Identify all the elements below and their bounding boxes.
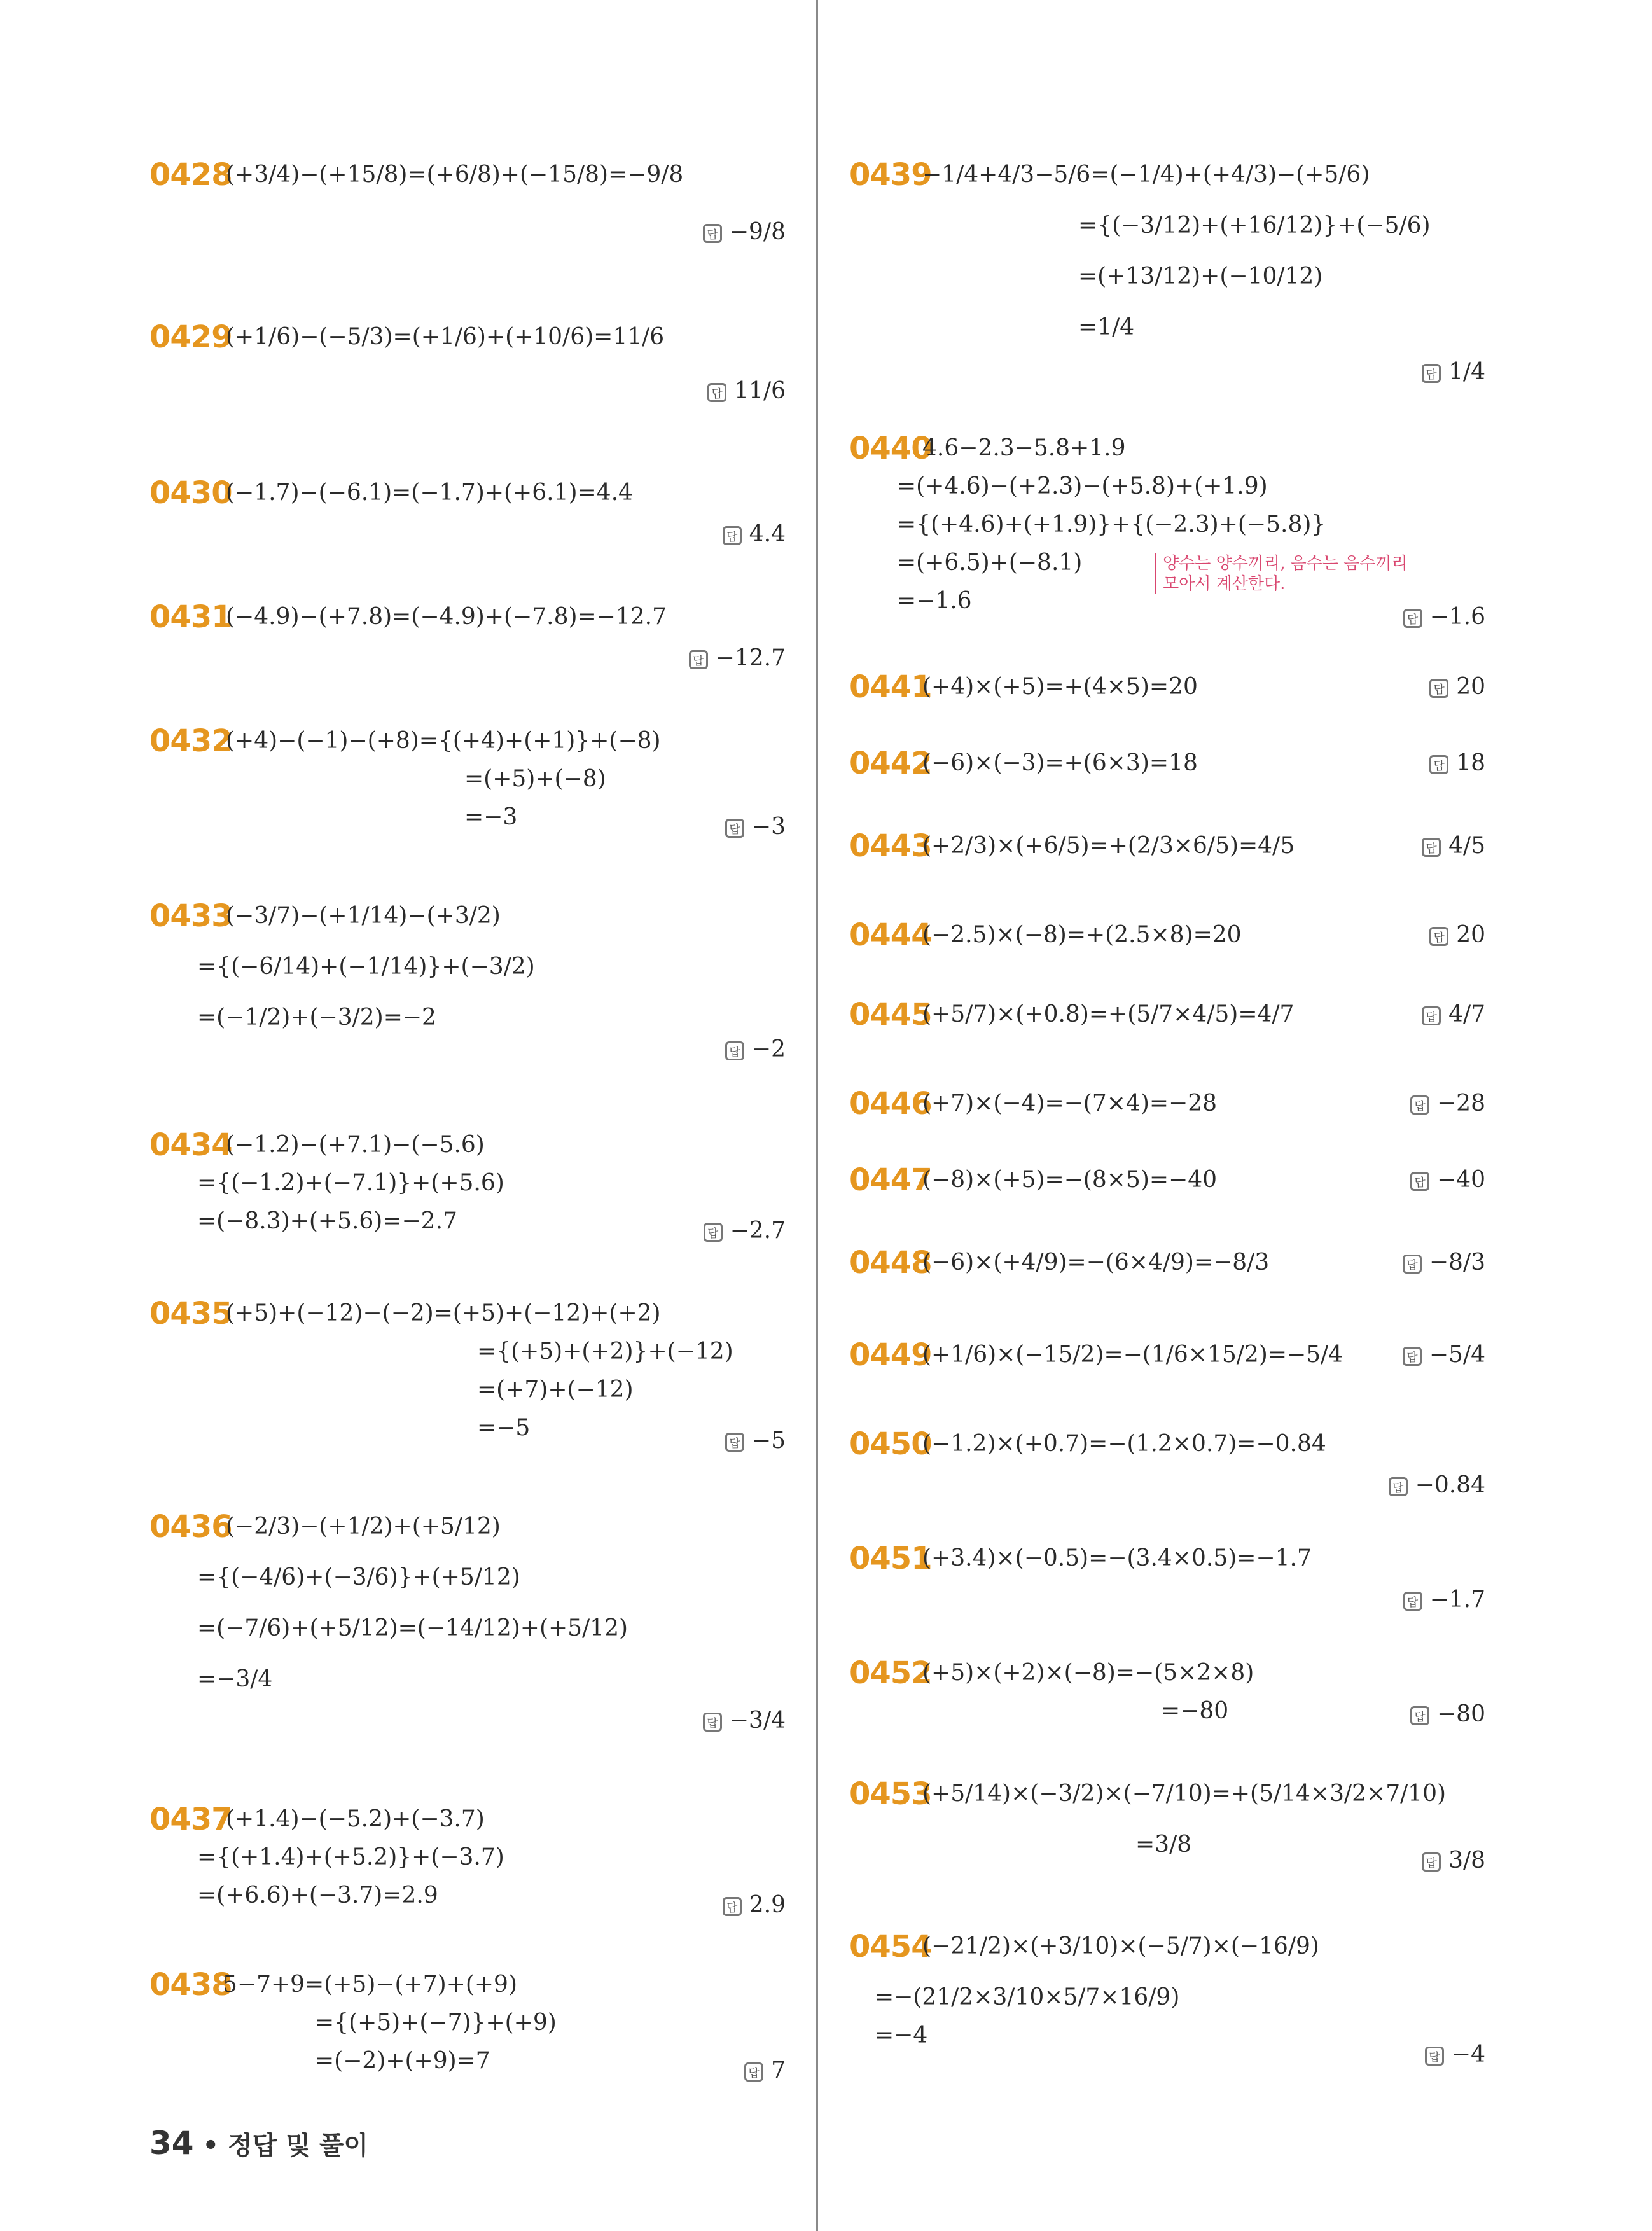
answer-icon: 답 [1422,838,1441,857]
solution-line: (−3/7)−(+1/14)−(+3/2) [226,903,501,929]
answer-value: −2.7 [730,1218,786,1244]
solution-line: =(+7)+(−12) [477,1377,634,1403]
problem-number: 0445 [849,997,932,1032]
solution-line: ={(+1.4)+(+5.2)}+(−3.7) [197,1844,504,1870]
solution-line: (+5/7)×(+0.8)=+(5/7×4/5)=4/7 [922,1001,1295,1027]
solution-line: =−4 [875,2022,928,2048]
solution-line: ={(−6/14)+(−1/14)}+(−3/2) [197,954,535,980]
answer-icon: 답 [1429,927,1448,946]
answer [725,805,786,849]
problem-number: 0442 [849,746,932,781]
problem-number: 0446 [849,1086,932,1122]
answer [1422,350,1485,394]
answer-icon: 답 [703,224,722,243]
answer [744,2048,786,2093]
solution-line: (+4)−(−1)−(+8)={(+4)+(+1)}+(−8) [226,728,661,754]
solution-line: (−21/2)×(+3/10)×(−5/7)×(−16/9) [922,1933,1319,1959]
answer-value: −80 [1437,1701,1485,1727]
answer [703,210,786,254]
answer-icon: 답 [1403,609,1422,628]
answer-icon: 답 [707,383,726,402]
answer [1410,1081,1485,1126]
solution-line: (−8)×(+5)=−(8×5)=−40 [922,1167,1218,1193]
problem-number: 0432 [149,723,232,759]
answer-value: 11/6 [734,378,786,404]
solution-line: =(−2)+(+9)=7 [315,2048,490,2074]
answer [1422,1838,1485,1883]
solution-line: ={(+4.6)+(+1.9)}+{(−2.3)+(−5.8)} [897,511,1326,538]
answer [1422,824,1485,868]
answer [1429,665,1485,709]
solution-line: =(−1/2)+(−3/2)=−2 [197,1004,436,1031]
answer-value: 4/5 [1448,833,1485,859]
answer [707,369,786,414]
answer-icon: 답 [1403,1592,1422,1611]
answer-value: 20 [1456,922,1485,948]
solution-line: (+1/6)−(−5/3)=(+1/6)+(+10/6)=11/6 [226,324,665,350]
answer [723,1883,786,1928]
answer-value: 1/4 [1448,359,1485,385]
problem-number: 0429 [149,319,232,355]
problem-number: 0449 [849,1337,932,1373]
answer-icon: 답 [1429,755,1448,774]
answer [1403,595,1485,639]
solution-line: (+5)+(−12)−(−2)=(+5)+(−12)+(+2) [226,1300,661,1326]
answer-value: −5 [751,1428,786,1454]
solution-line: (+7)×(−4)=−(7×4)=−28 [922,1090,1218,1116]
answer-value: −1.7 [1429,1587,1485,1613]
problem-number: 0440 [849,431,932,466]
answer [1410,1692,1485,1737]
answer-icon: 답 [1403,1255,1422,1274]
solution-line: ={(−4/6)+(−3/6)}+(+5/12) [197,1564,520,1590]
answer-icon: 답 [1410,1172,1429,1191]
solution-line: (+1.4)−(−5.2)+(−3.7) [226,1806,485,1832]
answer-icon: 답 [704,1223,723,1242]
answer-icon: 답 [725,819,744,838]
answer-icon: 답 [1422,1006,1441,1025]
solution-line: =(−7/6)+(+5/12)=(−14/12)+(+5/12) [197,1615,628,1641]
answer-value: −3/4 [729,1707,786,1734]
problem-number: 0438 [149,1967,232,2003]
answer [703,1699,786,1743]
answer-value: −40 [1437,1167,1485,1193]
solution-line: =−3 [464,804,518,830]
solution-line: =(+4.6)−(+2.3)−(+5.8)+(+1.9) [897,473,1268,499]
answer-icon: 답 [689,650,708,669]
answer-icon: 답 [725,1433,744,1452]
solution-line: (−6)×(−3)=+(6×3)=18 [922,750,1198,776]
problem-number: 0433 [149,898,232,934]
margin-note [1155,553,1408,594]
answer-icon: 답 [1422,1852,1441,1872]
problem-number: 0447 [849,1162,932,1198]
problem-number: 0450 [849,1426,932,1462]
solution-line: (+2/3)×(+6/5)=+(2/3×6/5)=4/5 [922,833,1295,859]
answer-value: 18 [1456,750,1485,776]
answer [689,636,786,681]
solution-line: ={(−1.2)+(−7.1)}+(+5.6) [197,1170,504,1196]
footer-label: • 정답 및 풀이 [202,2131,369,2160]
note-line: 모아서 계산한다. [1163,574,1286,594]
answer-icon: 답 [725,1041,744,1060]
answer [1403,1241,1485,1285]
solution-line: =−(21/2×3/10×5/7×16/9) [875,1984,1180,2010]
answer [1422,992,1485,1037]
solution-line: (+5)×(+2)×(−8)=−(5×2×8) [922,1660,1254,1686]
answer-icon: 답 [1410,1706,1429,1725]
answer [723,512,786,557]
problem-number: 0453 [849,1776,932,1812]
answer-icon: 답 [1429,679,1448,698]
problem-number: 0451 [849,1541,932,1576]
solution-line: (−2.5)×(−8)=+(2.5×8)=20 [922,922,1242,948]
answer-icon: 답 [1425,2047,1444,2066]
answer [704,1209,786,1253]
answer-value: 4.4 [749,521,786,547]
answer [725,1027,786,1072]
solution-line: =−1.6 [897,588,972,614]
problem-number: 0437 [149,1802,232,1837]
answer-value: 4/7 [1448,1001,1485,1027]
solution-line: −1/4+4/3−5/6=(−1/4)+(+4/3)−(+5/6) [922,162,1370,188]
answer [1389,1463,1485,1508]
note-line: 양수는 양수끼리, 음수는 음수끼리 [1163,554,1408,573]
solution-line: (−1.2)−(+7.1)−(−5.6) [226,1132,485,1158]
solution-line: =3/8 [1135,1831,1192,1858]
solution-line: =1/4 [1078,314,1135,340]
problem-number: 0454 [849,1929,932,1964]
answer [1403,1333,1485,1377]
solution-line: (−6)×(+4/9)=−(6×4/9)=−8/3 [922,1249,1270,1275]
solution-line: (−1.2)×(+0.7)=−(1.2×0.7)=−0.84 [922,1431,1326,1457]
answer-icon: 답 [1389,1477,1408,1496]
answer-icon: 답 [744,2062,763,2082]
answer-icon: 답 [1410,1095,1429,1115]
problem-number: 0434 [149,1127,232,1163]
answer [1403,1578,1485,1622]
answer-value: 3/8 [1448,1847,1485,1873]
solution-line: (+3/4)−(+15/8)=(+6/8)+(−15/8)=−9/8 [226,162,684,188]
solution-line: =(−8.3)+(+5.6)=−2.7 [197,1208,457,1234]
page-number: 34 [149,2125,194,2162]
answer-value: −3 [751,814,786,840]
solution-line: =−3/4 [197,1666,273,1692]
answer [1410,1158,1485,1202]
solution-line: (+5/14)×(−3/2)×(−7/10)=+(5/14×3/2×7/10) [922,1781,1447,1807]
page-footer [149,2125,368,2162]
solution-line: (+4)×(+5)=+(4×5)=20 [922,674,1198,700]
problem-number: 0436 [149,1509,232,1545]
answer-icon: 답 [1403,1347,1422,1366]
answer-value: 2.9 [749,1892,786,1918]
solution-line: 4.6−2.3−5.8+1.9 [922,435,1126,461]
solution-line: =(+13/12)+(−10/12) [1078,263,1323,289]
answer-value: −9/8 [729,219,786,245]
problem-number: 0443 [849,828,932,864]
answer [1425,2033,1485,2077]
answer-icon: 답 [703,1713,722,1732]
answer-value: −2 [751,1036,786,1062]
problem-number: 0435 [149,1296,232,1331]
solution-line: ={(+5)+(+2)}+(−12) [477,1338,733,1365]
answer-value: −1.6 [1429,604,1485,630]
solution-line: ={(−3/12)+(+16/12)}+(−5/6) [1078,212,1431,239]
solution-line: (−1.7)−(−6.1)=(−1.7)+(+6.1)=4.4 [226,480,633,506]
solution-line: (+1/6)×(−15/2)=−(1/6×15/2)=−5/4 [922,1342,1343,1368]
solution-line: (+3.4)×(−0.5)=−(3.4×0.5)=−1.7 [922,1545,1312,1571]
solution-line: =−80 [1161,1698,1229,1724]
column-divider [816,0,818,2231]
problem-number: 0452 [849,1655,932,1691]
problem-number: 0431 [149,599,232,635]
solution-line: ={(+5)+(−7)}+(+9) [315,2010,557,2036]
solution-line: (−4.9)−(+7.8)=(−4.9)+(−7.8)=−12.7 [226,604,667,630]
problem-number: 0444 [849,917,932,953]
problem-number: 0441 [849,669,932,705]
problem-number: 0428 [149,157,232,193]
solution-line: =(+5)+(−8) [464,766,606,792]
problem-number: 0439 [849,157,932,193]
answer [1429,741,1485,786]
answer-value: −4 [1451,2041,1485,2068]
answer-value: −12.7 [715,645,786,671]
answer-value: 20 [1456,674,1485,700]
answer [725,1419,786,1463]
answer-value: 7 [771,2057,786,2083]
answer-value: −5/4 [1429,1342,1485,1368]
solution-line: (−2/3)−(+1/2)+(+5/12) [226,1513,501,1539]
answer-value: −8/3 [1429,1249,1485,1275]
answer [1429,913,1485,957]
solution-line: =−5 [477,1415,531,1441]
solution-line: =(+6.5)+(−8.1) [897,550,1083,576]
answer-icon: 답 [723,526,742,545]
answer-value: −0.84 [1415,1472,1485,1498]
solution-line: 5−7+9=(+5)−(+7)+(+9) [223,1971,518,1998]
answer-icon: 답 [1422,364,1441,383]
solution-line: =(+6.6)+(−3.7)=2.9 [197,1882,438,1908]
answer-icon: 답 [723,1897,742,1916]
problem-number: 0448 [849,1245,932,1281]
problem-number: 0430 [149,475,232,511]
answer-value: −28 [1437,1090,1485,1116]
